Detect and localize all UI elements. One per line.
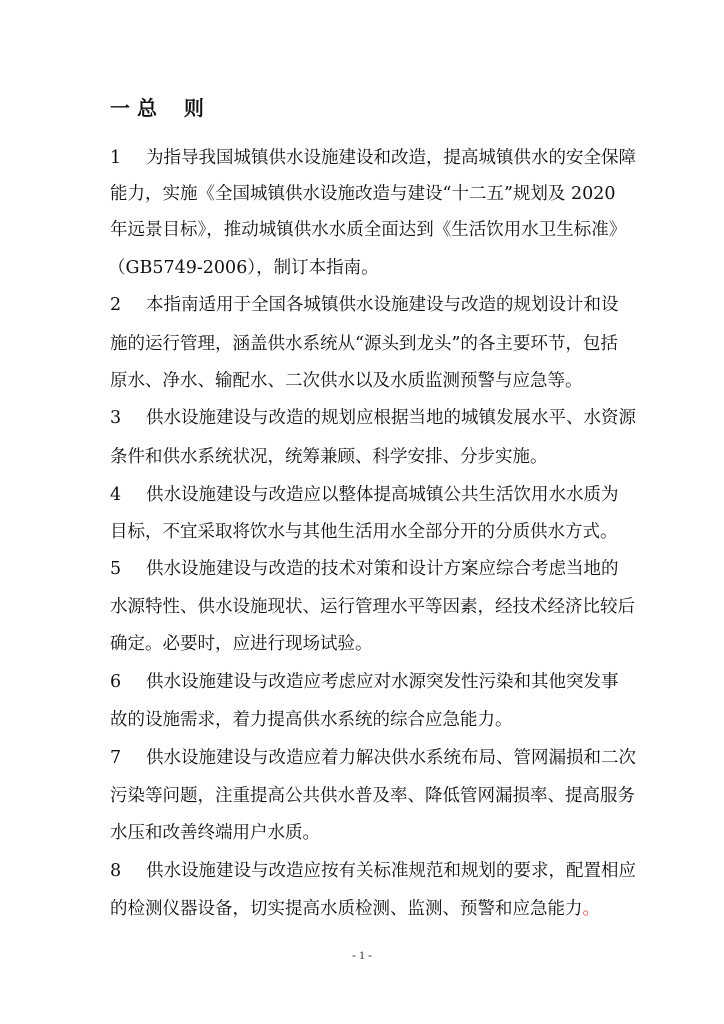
paragraph-4-line-2: 目标，不宜采取将饮水与其他生活用水全部分开的分质供水方式。 (110, 522, 618, 542)
paragraph-number: 5 (110, 559, 122, 579)
paragraph-7-line-3: 水压和改善终端用户水质。 (110, 823, 320, 843)
line-text: 供水设施建设与改造的技术对策和设计方案应综合考虑当地的 (146, 559, 619, 579)
final-period-mark: 。 (582, 899, 600, 919)
paragraph-5-line-2: 水源特性、供水设施现状、运行管理水平等因素，经技术经济比较后 (110, 597, 635, 617)
paragraph-number: 8 (110, 861, 122, 881)
paragraph-number: 6 (110, 672, 122, 692)
paragraph-number: 4 (110, 485, 122, 505)
line-text: 本指南适用于全国各城镇供水设施建设与改造的规划设计和设 (146, 295, 619, 315)
paragraph-number: 1 (110, 148, 122, 168)
paragraph-6-line-1 (110, 671, 619, 693)
line-text: 供水设施建设与改造的规划应根据当地的城镇发展水平、水资源 (146, 408, 636, 428)
paragraph-number: 7 (110, 748, 122, 768)
paragraph-1-line-2: 能力，实施《全国城镇供水设施改造与建设“十二五”规划及 2020 (110, 184, 616, 204)
paragraph-6-line-2: 故的设施需求，着力提高供水系统的综合应急能力。 (110, 710, 513, 730)
line-text: 供水设施建设与改造应考虑应对水源突发性污染和其他突发事 (146, 672, 619, 692)
paragraph-2-line-1 (110, 294, 619, 316)
paragraph-1-line-1 (110, 147, 636, 169)
paragraph-8-line-2 (110, 898, 600, 920)
paragraph-7-line-2: 污染等问题，注重提高公共供水普及率、降低管网漏损率、提高服务 (110, 786, 635, 806)
paragraph-number: 2 (110, 295, 122, 315)
paragraph-7-line-1 (110, 747, 636, 769)
paragraph-2-line-3: 原水、净水、输配水、二次供水以及水质监测预警与应急等。 (110, 371, 583, 391)
paragraph-1-line-4: （GB5749-2006），制订本指南。 (108, 258, 379, 278)
page-number: - 1 - (352, 948, 372, 962)
line-text: 的检测仪器设备，切实提高水质检测、监测、预警和应急能力 (110, 899, 583, 919)
paragraph-4-line-1 (110, 484, 619, 506)
paragraph-5-line-1 (110, 558, 619, 580)
paragraph-number: 3 (110, 408, 122, 428)
paragraph-1-line-3: 年远景目标》，推动城镇供水水质全面达到《生活饮用水卫生标准》 (110, 220, 627, 240)
line-text: 供水设施建设与改造应按有关标准规范和规划的要求，配置相应 (146, 861, 636, 881)
paragraph-8-line-1 (110, 860, 636, 882)
paragraph-2-line-2: 施的运行管理，涵盖供水系统从“源头到龙头”的各主要环节，包括 (110, 334, 618, 354)
paragraph-3-line-2: 条件和供水系统状况，统筹兼顾、科学安排、分步实施。 (110, 447, 548, 467)
line-text: 为指导我国城镇供水设施建设和改造，提高城镇供水的安全保障 (146, 148, 636, 168)
line-text: 供水设施建设与改造应以整体提高城镇公共生活饮用水水质为 (146, 485, 619, 505)
paragraph-3-line-1 (110, 407, 636, 429)
paragraph-5-line-3: 确定。必要时，应进行现场试验。 (110, 634, 373, 654)
line-text: 供水设施建设与改造应着力解决供水系统布局、管网漏损和二次 (146, 748, 636, 768)
section-heading: 一 总 则 (110, 96, 204, 120)
